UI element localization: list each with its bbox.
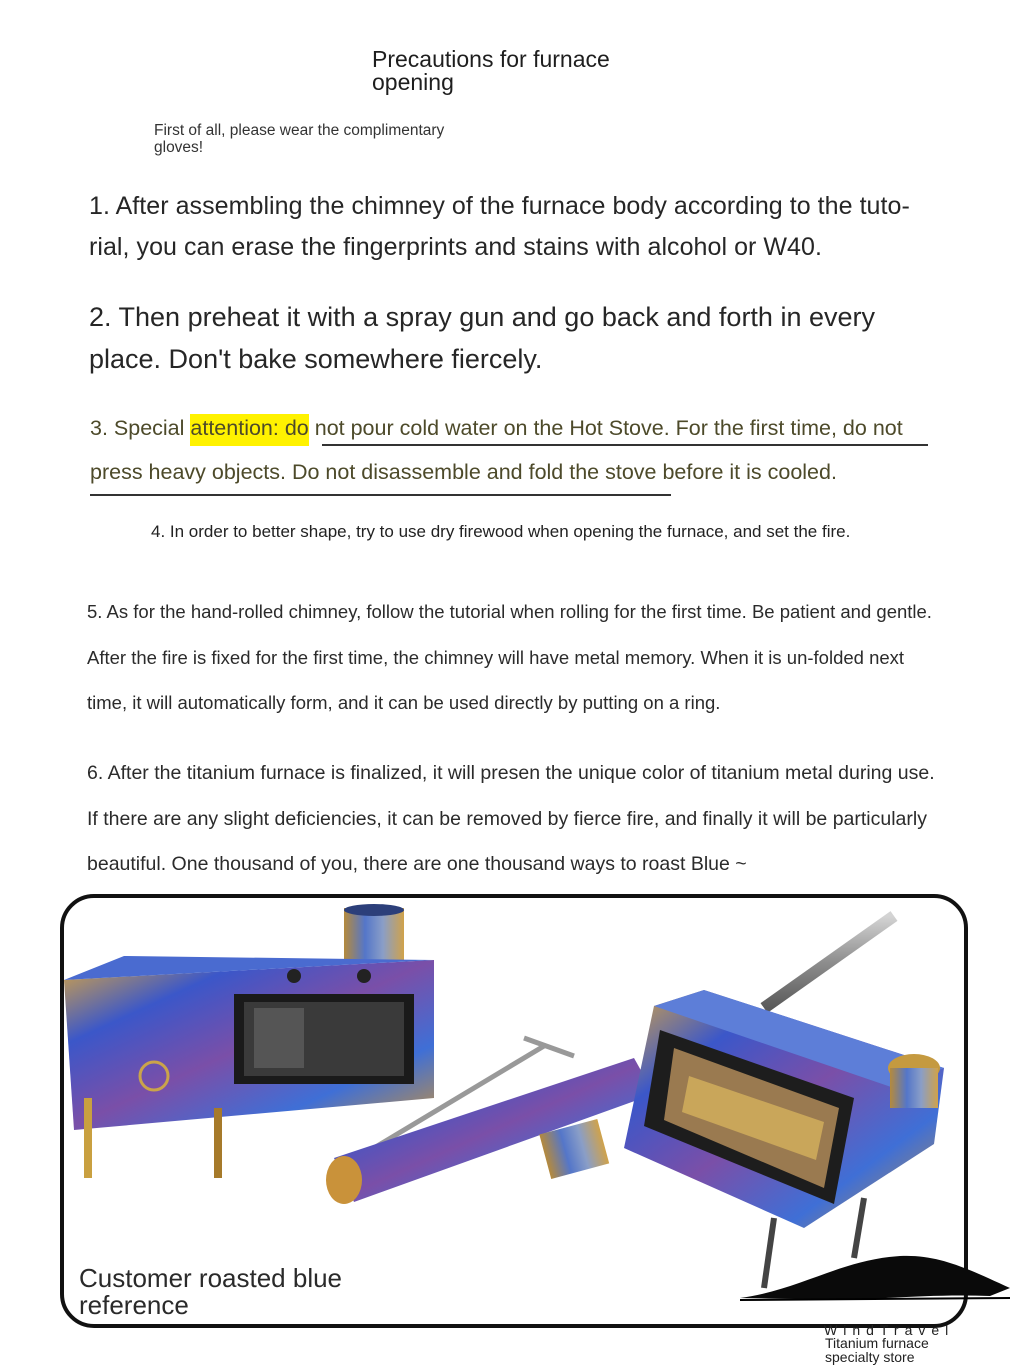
step-6: 6. After the titanium furnace is finalized, it will presen the unique color of titanium metal during use. If there are any slight deficiencies, it can be removed by fierce fire, and finally it will be particularly beautiful. One thousand of you, there are one thousand ways to roast Blue ~ — [87, 762, 935, 875]
store-name: Titanium furnace specialty store — [825, 1335, 929, 1365]
brand-name: WindTravel — [824, 1322, 955, 1338]
step-4: 4. In order to better shape, try to use dry firewood when opening the furnace, and set the fire. — [151, 522, 851, 541]
underline-2 — [90, 494, 671, 496]
photo-caption: Customer roasted blue reference — [79, 1263, 343, 1320]
mountain-logo-icon — [740, 1250, 1010, 1330]
page-title: Precautions for furnace opening — [372, 46, 610, 95]
step-3 — [90, 406, 950, 494]
underline-1 — [322, 444, 928, 446]
right-stove — [624, 916, 944, 1288]
step-1: 1. After assembling the chimney of the furnace body according to the tuto-rial, you can erase the fingerprints and stains with alcohol or W40. — [89, 192, 910, 261]
step-3-prefix: 3. Special — [90, 416, 191, 440]
left-stove — [64, 904, 434, 1178]
intro-note: First of all, please wear the complimentary gloves! — [154, 122, 445, 156]
step-3-highlight: attention: do — [190, 414, 308, 446]
step-3-rest: not pour cold water on the Hot Stove. For the first time, do not press heavy objects. Do not disassemble and fold the stove before it is cooled. — [90, 416, 903, 484]
step-5: 5. As for the hand-rolled chimney, follow the tutorial when rolling for the first time. Be patient and gentle. After the fire is fixed for the first time, the chimney will have metal memory. When it is un-folded next time, it will automatically form, and it can be used directly by putting on a ring. — [87, 601, 932, 713]
step-2: 2. Then preheat it with a spray gun and go back and forth in every place. Don't bake somewhere fiercely. — [89, 302, 875, 374]
